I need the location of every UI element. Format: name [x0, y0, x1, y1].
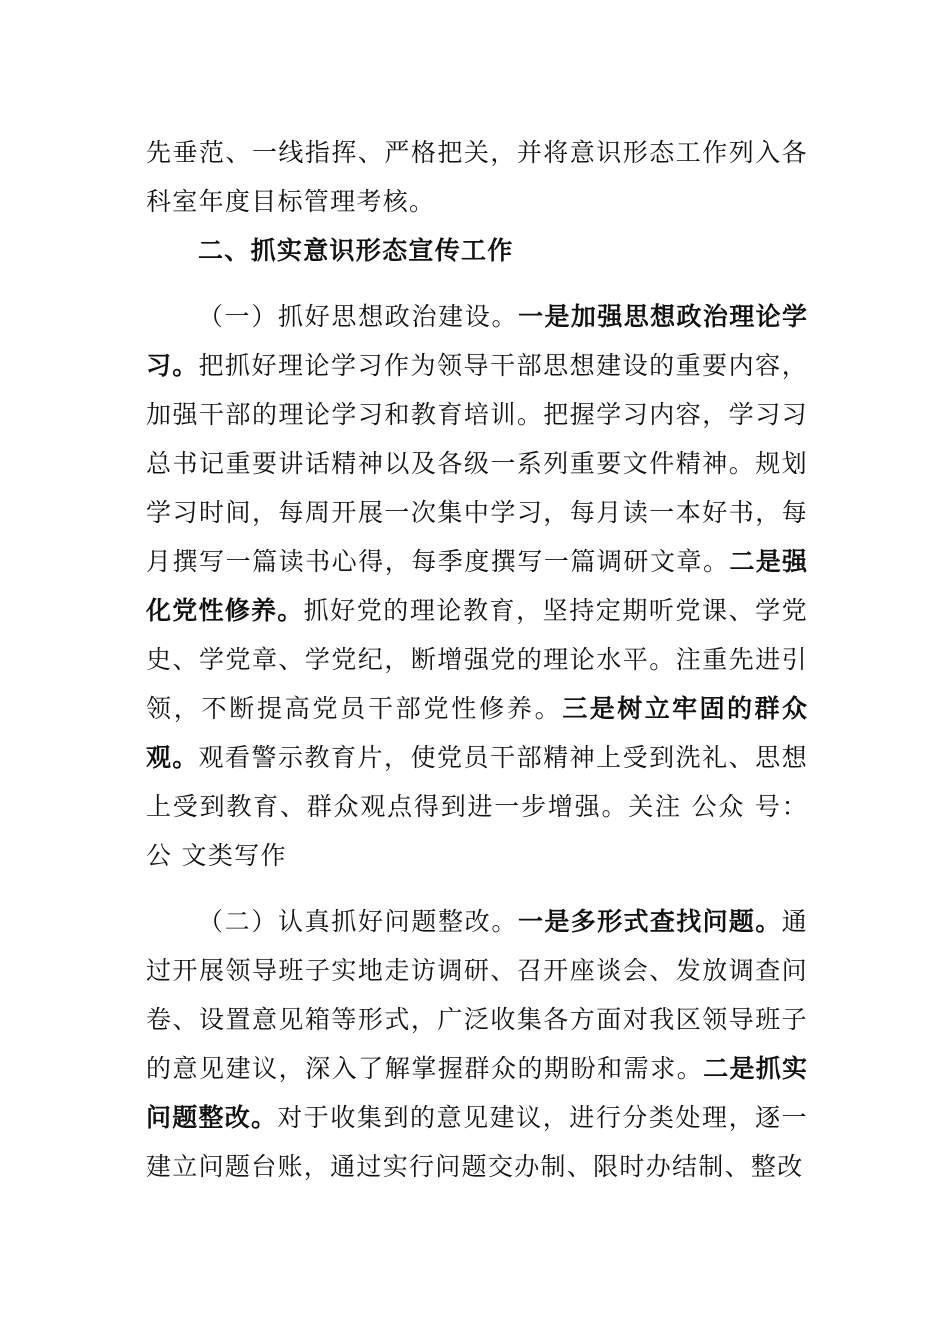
paragraph-lead: （二）认真抓好问题整改。	[198, 907, 518, 936]
section-heading	[146, 226, 808, 275]
point-one-text: 通过开展领导班子实地走访调研、召开座谈会、发放调查问卷、设置意见箱等形式，广泛收集各方面对我区领导班子的意见建议，深入了解掌握群众的期盼和需求。	[146, 907, 808, 1083]
document-body	[146, 128, 808, 1191]
paragraph-text: 先垂范、一线指挥、严格把关，并将意识形态工作列入各科室年度目标管理考核。	[146, 138, 808, 216]
point-two-title: 二是强化党性修养。	[146, 547, 808, 625]
point-two-text: 抓好党的理论教育，坚持定期听党课、学党史、学党章、学党纪，断增强党的理论水平。注重先进引领，不断提高党员干部党性修养。	[146, 596, 808, 723]
point-two-title: 二是抓实问题整改。	[146, 1054, 808, 1132]
paragraph-ideology-building	[146, 292, 808, 880]
point-three-title: 三是树立牢固的群众观。	[146, 694, 808, 772]
point-one-title: 一是多形式查找问题。	[518, 907, 782, 936]
point-one-text: 把抓好理论学习作为领导干部思想建设的重要内容，加强干部的理论学习和教育培训。把握学习内容，学习习总书记重要讲话精神以及各级一系列重要文件精神。规划学习时间，每周开展一次集中学习，每月读一本好书，每月撰写一篇读书心得，每季度撰写一篇调研文章。	[146, 351, 808, 576]
point-one-title: 一是加强思想政治理论学习。	[146, 302, 808, 380]
point-three-text: 观看警示教育片，使党员干部精神上受到洗礼、思想上受到教育、群众观点得到进一步增强。关注 公众 号：公 文类写作	[146, 743, 808, 870]
paragraph-lead: （一）抓好思想政治建设。	[198, 302, 519, 331]
paragraph-problem-rectification	[146, 897, 808, 1191]
paragraph-continuation	[146, 128, 808, 226]
point-two-text: 对于收集到的意见建议，进行分类处理，逐一建立问题台账，通过实行问题交办制、限时办结制、整改	[146, 1103, 808, 1181]
heading-text: 二、抓实意识形态宣传工作	[198, 236, 514, 265]
